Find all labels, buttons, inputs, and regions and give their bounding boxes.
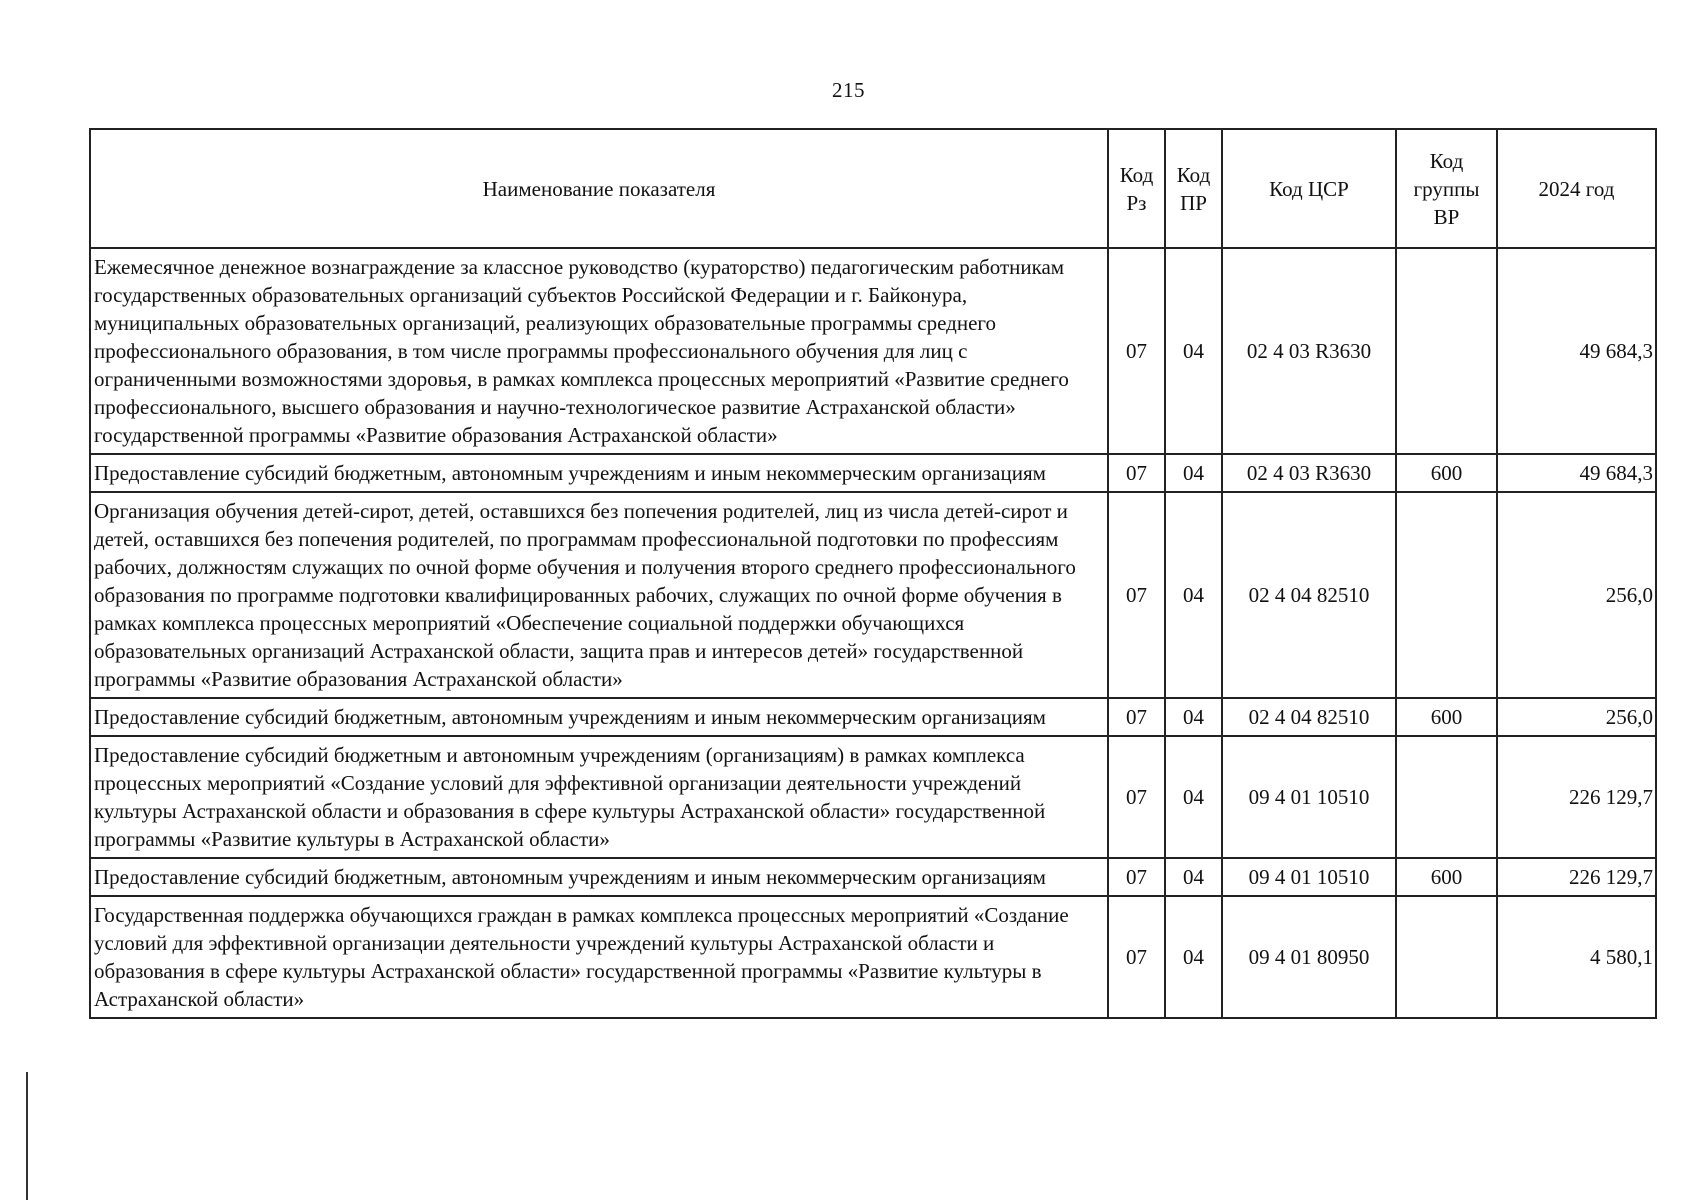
row-pr: 04 (1165, 454, 1222, 492)
row-pr: 04 (1165, 248, 1222, 454)
row-name: Предоставление субсидий бюджетным, автономным учреждениям и иным некоммерческим организациям (90, 698, 1108, 736)
row-csr: 09 4 01 10510 (1222, 858, 1396, 896)
table-row (90, 492, 1656, 698)
row-csr: 02 4 04 82510 (1222, 698, 1396, 736)
table-row (90, 698, 1656, 736)
row-name: Предоставление субсидий бюджетным, автономным учреждениям и иным некоммерческим организациям (90, 454, 1108, 492)
row-name: Предоставление субсидий бюджетным, автономным учреждениям и иным некоммерческим организациям (90, 858, 1108, 896)
row-pr: 04 (1165, 858, 1222, 896)
budget-table (89, 128, 1657, 1019)
row-amount: 226 129,7 (1497, 736, 1656, 858)
row-pr: 04 (1165, 492, 1222, 698)
page-number: 215 (832, 78, 865, 102)
row-amount: 256,0 (1497, 492, 1656, 698)
row-name: Государственная поддержка обучающихся граждан в рамках комплекса процессных мероприятий «Создание условий для эффективной организации деятельности учреждений культуры Астраханской области и образования в сфере культуры Астраханской области» государственной программы «Развитие культуры в Астраханской области» (90, 896, 1108, 1018)
table-row (90, 736, 1656, 858)
row-amount: 226 129,7 (1497, 858, 1656, 896)
scan-edge-line (26, 1072, 28, 1200)
header-year: 2024 год (1497, 129, 1656, 248)
row-vr (1396, 736, 1497, 858)
row-name: Организация обучения детей-сирот, детей, оставшихся без попечения родителей, лиц из числа детей-сирот и детей, оставшихся без попечения родителей, по программам профессиональной подготовки по профессиям рабочих, должностям служащих по очной форме обучения и получения второго среднего профессионального образования по программе подготовки квалифицированных рабочих, служащих по очной форме обучения в рамках комплекса процессных мероприятий «Обеспечение социальной поддержки обучающихся образовательных организаций Астраханской области, защита прав и интересов детей» государственной программы «Развитие образования Астраханской области» (90, 492, 1108, 698)
row-name: Ежемесячное денежное вознаграждение за классное руководство (кураторство) педагогическим работникам государственных образовательных организаций субъектов Российской Федерации и г. Байконура, муниципальных образовательных организаций, реализующих образовательные программы среднего профессионального образования, в том числе программы профессионального обучения для лиц с ограниченными возможностями здоровья, в рамках комплекса процессных мероприятий «Развитие среднего профессионального, высшего образования и научно-технологическое развитие Астраханской области» государственной программы «Развитие образования Астраханской области» (90, 248, 1108, 454)
row-vr (1396, 896, 1497, 1018)
row-rz: 07 (1108, 896, 1165, 1018)
row-csr: 09 4 01 80950 (1222, 896, 1396, 1018)
row-csr: 02 4 04 82510 (1222, 492, 1396, 698)
row-pr: 04 (1165, 736, 1222, 858)
row-pr: 04 (1165, 896, 1222, 1018)
header-name: Наименование показателя (90, 129, 1108, 248)
table-row (90, 248, 1656, 454)
table-row (90, 454, 1656, 492)
row-rz: 07 (1108, 454, 1165, 492)
row-amount: 4 580,1 (1497, 896, 1656, 1018)
row-vr: 600 (1396, 454, 1497, 492)
header-pr: Код ПР (1165, 129, 1222, 248)
row-csr: 02 4 03 R3630 (1222, 248, 1396, 454)
row-vr: 600 (1396, 858, 1497, 896)
row-vr: 600 (1396, 698, 1497, 736)
row-name: Предоставление субсидий бюджетным и автономным учреждениям (организациям) в рамках комплекса процессных мероприятий «Создание условий для эффективной организации деятельности учреждений культуры Астраханской области и образования в сфере культуры Астраханской области» государственной программы «Развитие культуры в Астраханской области» (90, 736, 1108, 858)
row-csr: 09 4 01 10510 (1222, 736, 1396, 858)
table-row (90, 858, 1656, 896)
row-amount: 49 684,3 (1497, 248, 1656, 454)
row-rz: 07 (1108, 492, 1165, 698)
row-rz: 07 (1108, 698, 1165, 736)
row-rz: 07 (1108, 858, 1165, 896)
table-header-row (90, 129, 1656, 248)
row-csr: 02 4 03 R3630 (1222, 454, 1396, 492)
row-rz: 07 (1108, 248, 1165, 454)
row-rz: 07 (1108, 736, 1165, 858)
row-amount: 49 684,3 (1497, 454, 1656, 492)
header-csr: Код ЦСР (1222, 129, 1396, 248)
row-vr (1396, 492, 1497, 698)
row-pr: 04 (1165, 698, 1222, 736)
table-row (90, 896, 1656, 1018)
header-vr: Код группы ВР (1396, 129, 1497, 248)
row-vr (1396, 248, 1497, 454)
header-rz: Код Рз (1108, 129, 1165, 248)
row-amount: 256,0 (1497, 698, 1656, 736)
